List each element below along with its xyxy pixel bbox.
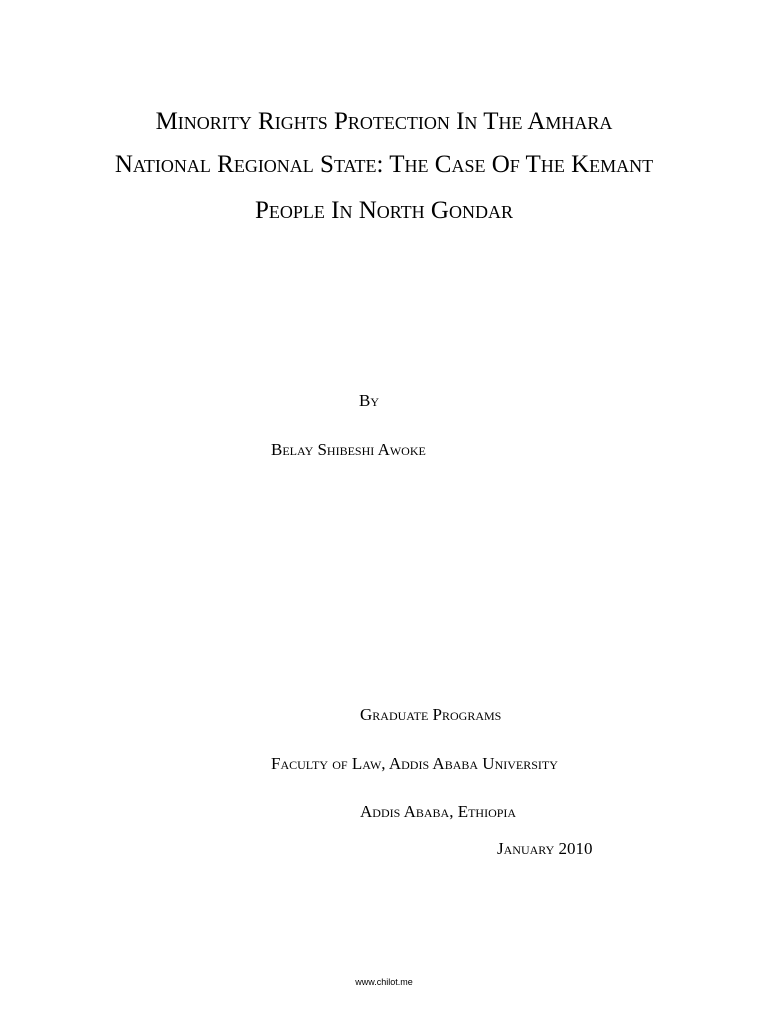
author-name: Belay Shibeshi Awoke (271, 440, 426, 459)
by-label: By (359, 391, 380, 410)
title-line-3: People In North Gondar (254, 197, 513, 224)
title-line-1: Minority Rights Protection In The Amhara (155, 108, 613, 135)
footer-watermark: www.chilot.me (355, 977, 413, 987)
date: January 2010 (497, 839, 593, 858)
program-name: Graduate Programs (360, 705, 502, 724)
faculty-name: Faculty of Law, Addis Ababa University (271, 754, 558, 773)
title-line-2: National Regional State: The Case Of The Kemant (114, 151, 654, 178)
location: Addis Ababa, Ethiopia (360, 802, 517, 821)
